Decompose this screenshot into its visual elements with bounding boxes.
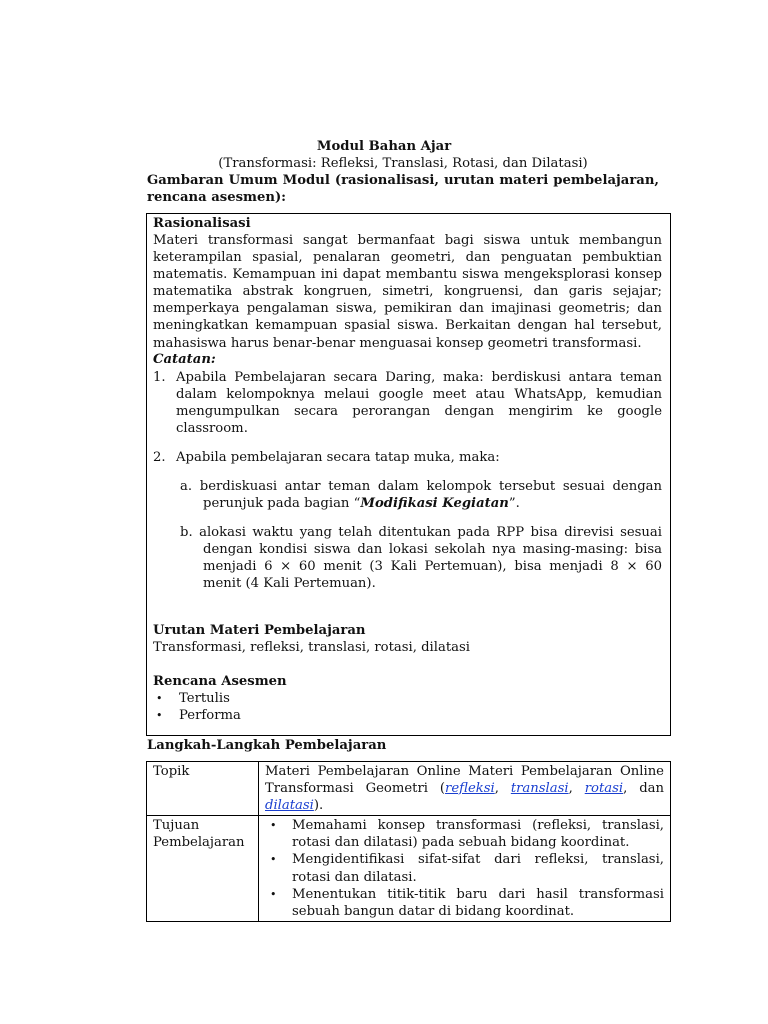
langkah-table	[146, 761, 671, 922]
link-dilatasi[interactable]: dilatasi	[265, 798, 314, 814]
note-1-text: Apabila Pembelajaran secara Daring, maka: berdiskusi antara teman dalam kelompoknya melaui google meet atau WhatsApp, kemudian mengumpulkan secara perorangan dengan mengirim ke google classroom.	[176, 370, 662, 437]
tujuan-content	[259, 816, 671, 922]
overview-box	[146, 213, 671, 736]
link-refleksi[interactable]: refleksi	[445, 781, 495, 797]
asesmen-item: • Performa	[156, 708, 241, 723]
bullet-icon: •	[156, 692, 163, 705]
table-row	[147, 816, 671, 922]
topik-content: Materi Pembelajaran Online Materi Pembelajaran Online Transformasi Geometri (refleksi, translasi, rotasi, dan dilatasi).	[259, 762, 671, 816]
bullet-icon: •	[156, 709, 163, 722]
list-item: • Memahami konsep transformasi (refleksi, translasi, rotasi dan dilatasi) pada sebuah bidang koordinat.	[265, 817, 664, 851]
note-2a-text: a. berdiskuasi antar teman dalam kelompok tersebut sesuai dengan perunjuk pada bagian “Modifikasi Kegiatan”.	[180, 479, 662, 512]
overview-label-line2: rencana asesmen):	[147, 190, 287, 205]
topik-label: Topik	[147, 762, 259, 816]
link-rotasi[interactable]: rotasi	[584, 781, 624, 797]
tujuan-list	[265, 817, 664, 920]
rasionalisasi-text: Materi transformasi sangat bermanfaat bagi siswa untuk membangun keterampilan spasial, penalaran geometri, dan penguatan pembuktian matematis. Kemampuan ini dapat membantu siswa mengeksplorasi konsep matematika abstrak kongruen, simetri, kongruensi, dan garis sejajar; memperkaya pengalaman siswa, pemikiran dan imajinasi geometris; dan meningkatkan kemampuan spasial siswa. Berkaitan dengan hal tersebut, mahasiswa harus benar-benar menguasai konsep geometri transformasi.	[153, 233, 662, 351]
list-item: • Menentukan titik-titik baru dari hasil transformasi sebuah bangun datar di bidang koordinat.	[265, 886, 664, 920]
note-1-number: 1.	[153, 370, 166, 385]
note-2b-text: b. alokasi waktu yang telah ditentukan pada RPP bisa direvisi sesuai dengan kondisi siswa dan lokasi sekolah nya masing-masing: bisa menjadi 6 × 60 menit (3 Kali Pertemuan), bisa menjadi 8 × 60 menit (4 Kali Pertemuan).	[180, 525, 662, 592]
doc-title: Modul Bahan Ajar	[316, 139, 452, 154]
overview-label-line1: Gambaran Umum Modul (rasionalisasi, urutan materi pembelajaran,	[147, 173, 659, 188]
urutan-heading: Urutan Materi Pembelajaran	[153, 623, 366, 638]
note-2-text: Apabila pembelajaran secara tatap muka, maka:	[176, 450, 500, 465]
doc-subtitle: (Transformasi: Refleksi, Translasi, Rotasi, dan Dilatasi)	[218, 156, 588, 171]
note-2-number: 2.	[153, 450, 166, 465]
catatan-label: Catatan:	[153, 352, 216, 367]
langkah-heading: Langkah-Langkah Pembelajaran	[147, 738, 387, 753]
table-row	[147, 762, 671, 816]
urutan-text: Transformasi, refleksi, translasi, rotasi, dilatasi	[153, 640, 470, 655]
modifikasi-kegiatan-emphasis: Modifikasi Kegiatan	[360, 496, 509, 512]
rasionalisasi-heading: Rasionalisasi	[153, 216, 251, 231]
tujuan-label: Tujuan Pembelajaran	[147, 816, 259, 922]
link-translasi[interactable]: translasi	[510, 781, 569, 797]
asesmen-item: • Tertulis	[156, 691, 230, 706]
asesmen-heading: Rencana Asesmen	[153, 674, 287, 689]
list-item: • Mengidentifikasi sifat-sifat dari refleksi, translasi, rotasi dan dilatasi.	[265, 851, 664, 885]
